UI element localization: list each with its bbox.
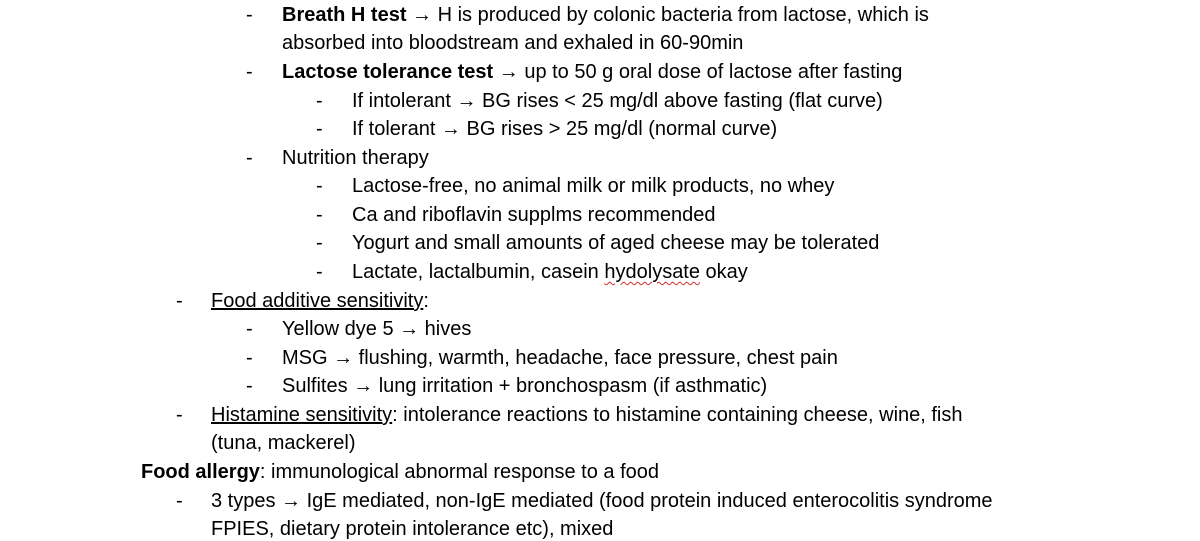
bullet-dash: - [316, 118, 323, 140]
list-item: Ca and riboflavin supplms recommended [352, 204, 716, 226]
term-breath-h-test: Breath H test [282, 4, 407, 26]
item-continuation: (tuna, mackerel) [211, 432, 356, 454]
list-item: Yellow dye 5 → hives [282, 318, 472, 340]
bullet-dash: - [316, 232, 323, 254]
item-text: : immunological abnormal response to a food [259, 461, 660, 483]
bullet-dash: - [176, 490, 183, 512]
item-text: : intolerance reactions to histamine containing cheese, wine, fish [392, 404, 963, 426]
item-text: : [423, 290, 429, 312]
term-food-additive-sensitivity: Food additive sensitivity [211, 290, 424, 312]
bullet-dash: - [176, 290, 183, 312]
list-item: MSG → flushing, warmth, headache, face pressure, chest pain [282, 347, 838, 369]
heading-food-allergy [141, 460, 659, 484]
list-item: If intolerant → BG rises < 25 mg/dl above fasting (flat curve) [352, 90, 883, 112]
bullet-dash: - [246, 347, 253, 369]
list-item-histamine-sensitivity [211, 403, 963, 427]
bullet-dash: - [246, 4, 253, 26]
list-item: Lactose-free, no animal milk or milk products, no whey [352, 175, 835, 197]
list-item-food-additive-sensitivity [211, 289, 429, 313]
bullet-dash: - [246, 147, 253, 169]
list-item-lactose-tolerance-test [282, 60, 902, 84]
item-continuation: FPIES, dietary protein intolerance etc), mixed [211, 518, 614, 540]
bullet-dash: - [316, 90, 323, 112]
item-text: → up to 50 g oral dose of lactose after fasting [493, 61, 903, 83]
item-text: okay [700, 261, 748, 283]
bullet-dash: - [246, 318, 253, 340]
term-lactose-tolerance-test: Lactose tolerance test [282, 61, 494, 83]
bullet-dash: - [246, 61, 253, 83]
list-item [352, 260, 748, 284]
item-text: Lactate, lactalbumin, casein [352, 261, 605, 283]
list-item: If tolerant → BG rises > 25 mg/dl (normal curve) [352, 118, 778, 140]
list-item-breath-h-test [282, 3, 929, 27]
item-text: → H is produced by colonic bacteria from lactose, which is [406, 4, 929, 26]
bullet-dash: - [316, 175, 323, 197]
bullet-dash: - [176, 404, 183, 426]
term-histamine-sensitivity: Histamine sensitivity [211, 404, 393, 426]
bullet-dash: - [316, 261, 323, 283]
list-item: 3 types → IgE mediated, non-IgE mediated (food protein induced enterocolitis syndrome [211, 490, 993, 512]
bullet-dash: - [246, 375, 253, 397]
bullet-dash: - [316, 204, 323, 226]
list-item: Yogurt and small amounts of aged cheese may be tolerated [352, 232, 880, 254]
misspelled-word[interactable]: hydolysate [604, 261, 700, 283]
item-continuation: absorbed into bloodstream and exhaled in 60-90min [282, 32, 744, 54]
list-item-nutrition-therapy: Nutrition therapy [282, 147, 429, 169]
list-item: Sulfites → lung irritation + bronchospasm (if asthmatic) [282, 375, 768, 397]
term-food-allergy: Food allergy [141, 461, 260, 483]
